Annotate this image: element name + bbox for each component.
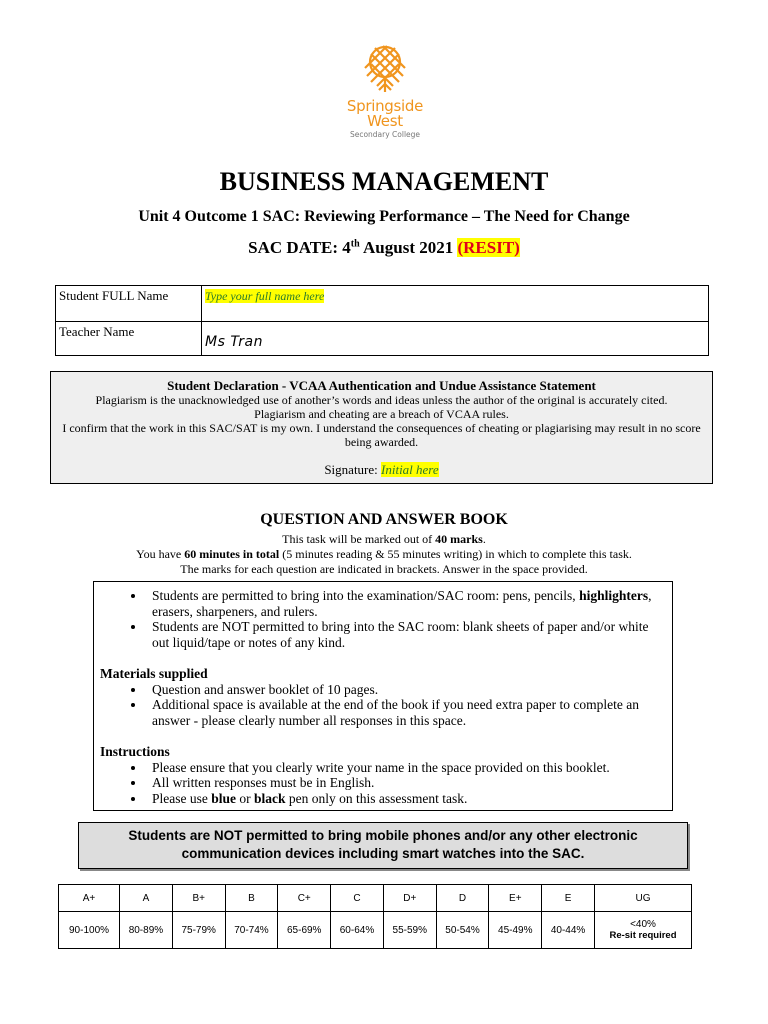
pen-or: or [236, 790, 254, 806]
grade-cell: C [331, 885, 384, 912]
teacher-name-value: Ms Tran [205, 334, 263, 350]
permitted-list [100, 588, 666, 650]
student-declaration [50, 371, 713, 484]
logo-line-3: Secondary College [349, 130, 421, 139]
student-name-field[interactable] [202, 286, 709, 322]
sac-date-suffix: August 2021 [359, 238, 458, 257]
school-logo [330, 44, 440, 141]
grade-cell: UG [595, 885, 692, 912]
range-cell: 80-89% [120, 912, 173, 949]
signature-label: Signature: [324, 462, 382, 477]
list-item: • Students are NOT permitted to bring into the SAC room: blank sheets of paper and/or white out liquid/tape or notes of any kind. [146, 619, 666, 650]
list-item: • All written responses must be in English. [146, 775, 666, 791]
marks-bold: 40 marks [435, 532, 483, 546]
signature-row [51, 463, 712, 477]
pen-post: pen only on this assessment task. [285, 790, 468, 806]
declaration-line-3: I confirm that the work in this SAC/SAT is my own. I understand the consequences of cheating or plagiarising may result in no score being awarded. [62, 421, 701, 449]
permitted-pre: Students are permitted to bring into the examination/SAC room: pens, pencils, [152, 588, 580, 603]
qa-book-title: QUESTION AND ANSWER BOOK [260, 511, 508, 528]
resit-badge: (RESIT) [457, 238, 520, 257]
declaration-heading: Student Declaration - VCAA Authentication and Undue Assistance Statement [167, 378, 596, 393]
task-info [0, 532, 768, 577]
time-bold: 60 minutes in total [184, 547, 280, 561]
range-cell: 50-54% [436, 912, 489, 949]
student-name-label: Student FULL Name [56, 286, 202, 322]
document-title: BUSINESS MANAGEMENT [219, 167, 549, 196]
warning-line-2: communication devices including smart watches into the SAC. [181, 846, 585, 861]
grade-letter-row [59, 885, 692, 912]
time-pre: You have [136, 547, 185, 561]
list-item [146, 791, 666, 807]
range-cell: 90-100% [59, 912, 120, 949]
range-cell: 60-64% [331, 912, 384, 949]
teacher-name-field [202, 322, 709, 356]
grade-cell: E [542, 885, 595, 912]
rules-box [93, 581, 673, 811]
tree-logo-icon [355, 44, 415, 96]
sac-date [0, 238, 768, 258]
range-cell: 75-79% [172, 912, 225, 949]
range-cell: 55-59% [383, 912, 436, 949]
grade-cell: D+ [383, 885, 436, 912]
range-cell: 70-74% [225, 912, 278, 949]
pen-blue: blue [211, 790, 236, 806]
range-cell-ug [595, 912, 692, 949]
device-warning [78, 822, 688, 869]
marks-note: The marks for each question are indicated in brackets. Answer in the space provided. [180, 562, 588, 576]
grade-cell: B [225, 885, 278, 912]
sac-date-prefix: SAC DATE: 4 [248, 238, 351, 257]
student-name-placeholder[interactable]: Type your full name here [205, 289, 325, 303]
range-cell: 40-44% [542, 912, 595, 949]
permitted-bold: highlighters [579, 588, 649, 603]
list-item: • Please ensure that you clearly write your name in the space provided on this booklet. [146, 760, 666, 776]
instructions-list [100, 760, 666, 807]
marks-line [0, 532, 768, 547]
time-post: (5 minutes reading & 55 minutes writing) in which to complete this task. [279, 547, 632, 561]
teacher-name-label: Teacher Name [56, 322, 202, 356]
grade-table [58, 884, 692, 949]
grade-cell: E+ [489, 885, 542, 912]
signature-field[interactable]: Initial here [381, 462, 439, 477]
grade-range-row [59, 912, 692, 949]
marks-pre: This task will be marked out of [282, 532, 436, 546]
materials-list [100, 682, 666, 729]
ug-note: Re-sit required [609, 930, 677, 941]
list-item: • Question and answer booklet of 10 pages. [146, 682, 666, 698]
time-line [0, 547, 768, 562]
instructions-heading: Instructions [100, 744, 170, 759]
list-item [146, 588, 666, 619]
materials-heading: Materials supplied [100, 666, 208, 681]
grade-cell: B+ [172, 885, 225, 912]
grade-cell: C+ [278, 885, 331, 912]
list-item: • Additional space is available at the end of the book if you need extra paper to complete an answer - please clearly number all responses in this space. [146, 697, 666, 728]
pen-pre: Please use [152, 790, 212, 806]
marks-post: . [482, 532, 486, 546]
document-subtitle: Unit 4 Outcome 1 SAC: Reviewing Performance – The Need for Change [138, 208, 630, 225]
student-info-table [55, 285, 709, 356]
grade-cell: A+ [59, 885, 120, 912]
grade-cell: A [120, 885, 173, 912]
range-cell: 65-69% [278, 912, 331, 949]
declaration-line-2: Plagiarism and cheating are a breach of VCAA rules. [254, 407, 509, 421]
sac-date-sup: th [350, 238, 360, 250]
logo-line-2: West [367, 112, 403, 130]
logo-line-1: Springside [346, 97, 424, 115]
warning-line-1: Students are NOT permitted to bring mobile phones and/or any other electronic [128, 828, 638, 843]
pen-black: black [254, 790, 286, 806]
declaration-line-1: Plagiarism is the unacknowledged use of another’s words and ideas unless the author of the original is accurately cited. [95, 393, 668, 407]
range-cell: 45-49% [489, 912, 542, 949]
permitted-post: , erasers, sharpeners, and rulers. [152, 588, 652, 619]
grade-cell: D [436, 885, 489, 912]
ug-range: <40% [630, 919, 656, 930]
